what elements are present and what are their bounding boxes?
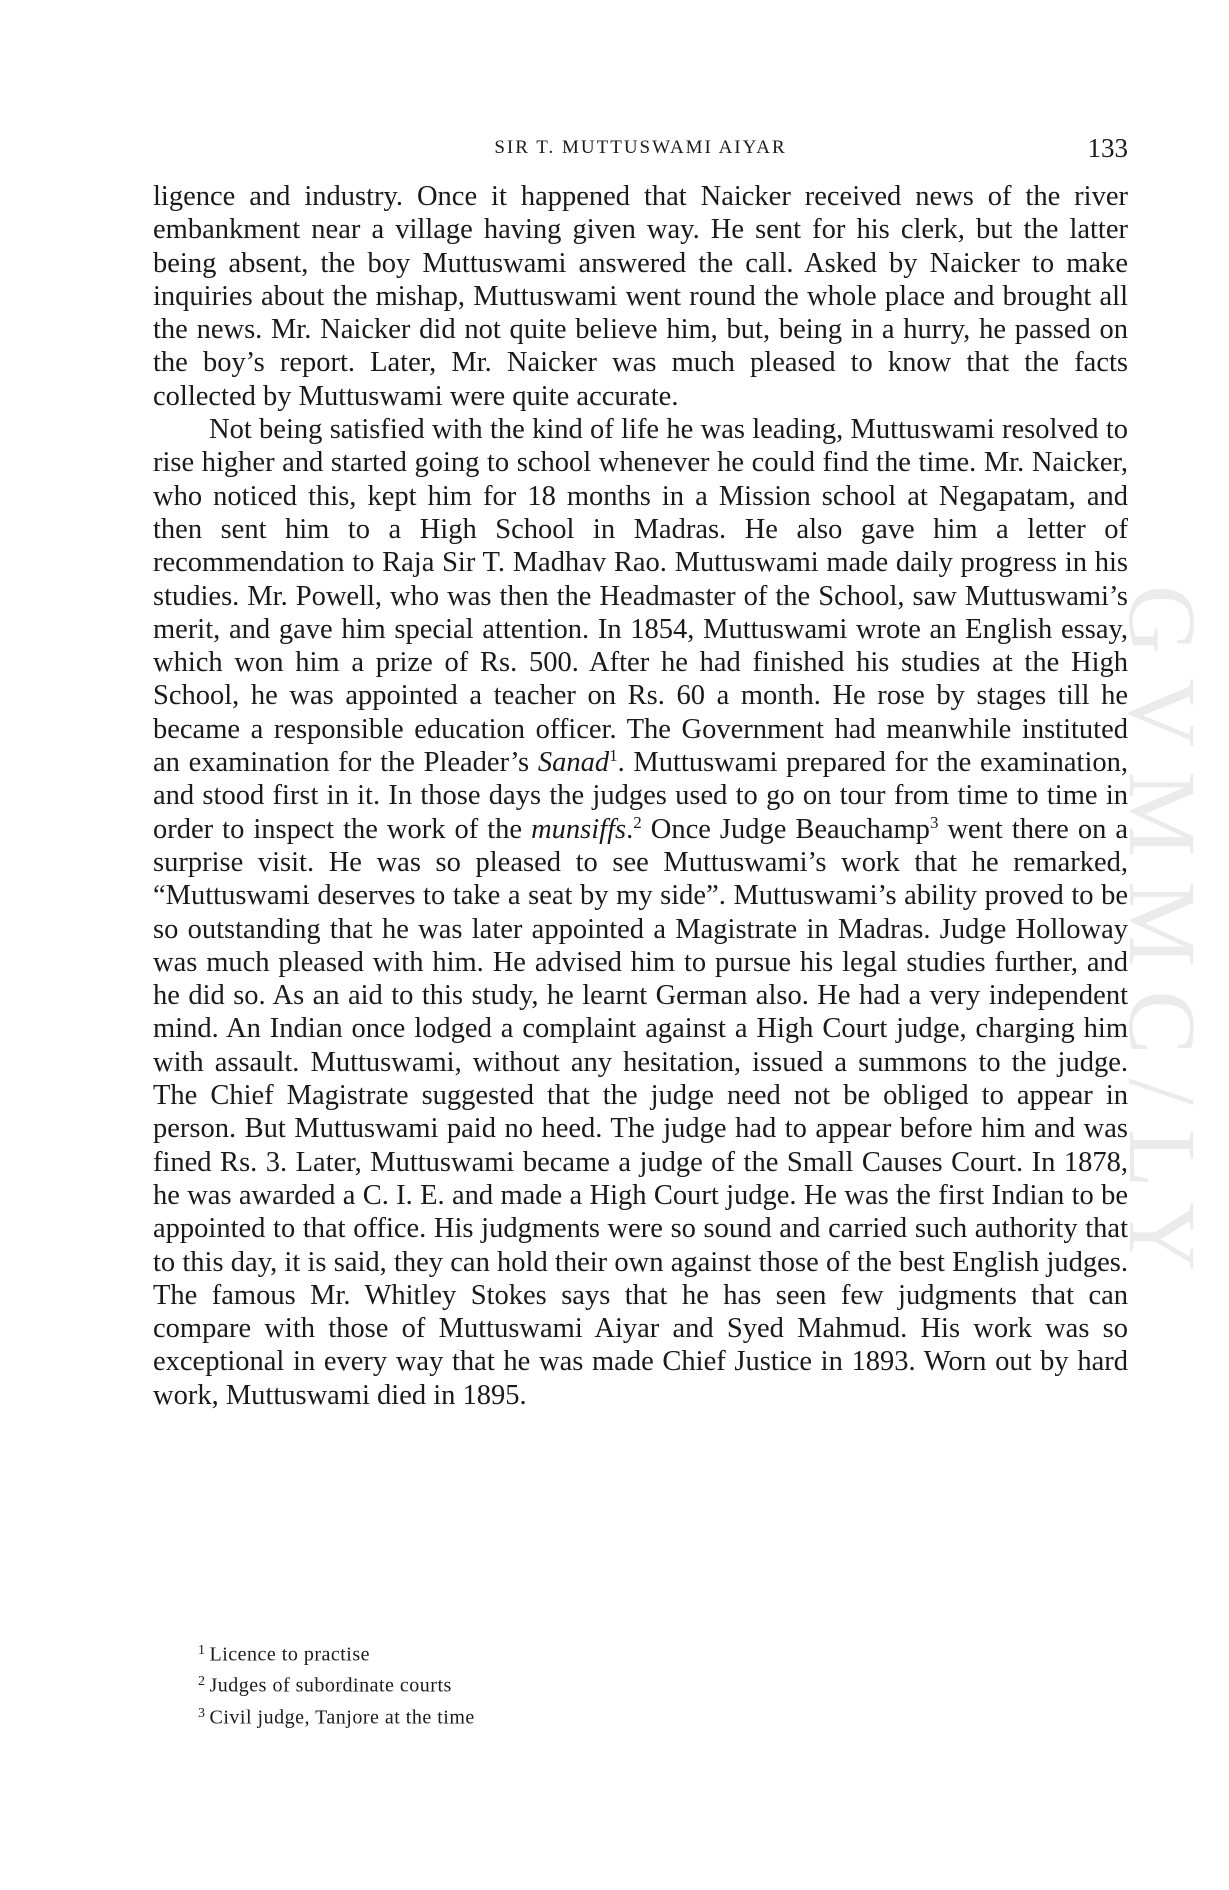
footnote-ref-3: 3: [929, 812, 939, 832]
footnote-ref-1: 1: [609, 745, 618, 765]
paragraph-2-text-d: Once Judge Beauchamp: [641, 813, 930, 845]
sanad-term: Sanad: [537, 747, 610, 779]
footnote-2: [198, 1668, 475, 1699]
footnote-1: [198, 1637, 475, 1668]
paragraph-2-text-c: .: [626, 813, 634, 845]
footnote-mark: 1: [198, 1643, 206, 1658]
footnote-text: Judges of subordinate courts: [209, 1674, 452, 1697]
footnote-text: Licence to practise: [209, 1643, 371, 1666]
footnote-ref-2: 2: [633, 812, 642, 832]
paragraph-2: [153, 413, 1128, 1412]
footnote-mark: 3: [198, 1705, 206, 1721]
footnotes: [198, 1637, 475, 1731]
footnote-3: [198, 1700, 475, 1731]
paragraph-2-text-b: . Muttuswami prepared for the examination, and stood first in it. In those days the judges used to go on tour from time to time in order to inspect the work of the: [153, 747, 1128, 845]
footnote-text: Civil judge, Tanjore at the time: [209, 1705, 475, 1728]
body-text: [153, 180, 1128, 1412]
library-watermark: [1109, 585, 1229, 1305]
munsiffs-term: munsiffs: [531, 813, 627, 845]
watermark-text: GVMMC/LY: [1109, 585, 1216, 1296]
paragraph-2-text-a: Not being satisfied with the kind of life he was leading, Muttuswami resolved to rise higher and started going to school whenever he could find the time. Mr. Naicker, who noticed this, kept him for 18 months in a Mission school at Negapatam, and then sent him to a High School in Madras. He also gave him a letter of recommendation to Raja Sir T. Madhav Rao. Muttuswami made daily progress in his studies. Mr. Powell, who was then the Headmaster of the School, saw Muttuswami’s merit, and gave him special attention. In 1854, Muttuswami wrote an English essay, which won him a prize of Rs. 500. After he had finished his studies at the High School, he was appointed a teacher on Rs. 60 a month. He rose by stages till he became a responsible education officer. The Government had meanwhile instituted an examination for the Pleader’s: [153, 414, 1128, 779]
running-header: [153, 133, 1128, 169]
page-number: 133: [1087, 133, 1128, 163]
running-title: SIR T. MUTTUSWAMI AIYAR: [494, 137, 787, 158]
footnote-mark: 2: [198, 1674, 206, 1690]
paragraph-1: ligence and industry. Once it happened that Naicker received news of the river embankment near a village having given way. He sent for his clerk, but the latter being absent, the boy Muttuswami answered the call. Asked by Naicker to make inquiries about the mishap, Muttuswami went round the whole place and brought all the news. Mr. Naicker did not quite believe him, but, being in a hurry, he passed on the boy’s report. Later, Mr. Naicker was much pleased to know that the facts collected by Muttuswami were quite accurate.: [153, 181, 1128, 412]
paragraph-2-text-e: went there on a surprise visit. He was so pleased to see Muttuswami’s work that he remarked, “Muttuswami deserves to take a seat by my side”. Muttuswami’s ability proved to be so outstanding that he was later appointed a Magistrate in Madras. Judge Holloway was much pleased with him. He advised him to pursue his legal studies further, and he did so. As an aid to this study, he learnt German also. He had a very independent mind. An Indian once lodged a complaint against a High Court judge, charging him with assault. Muttuswami, without any hesitation, issued a summons to the judge. The Chief Magistrate suggested that the judge need not be obliged to appear in person. But Muttuswami paid no heed. The judge had to appear before him and was fined Rs. 3. Later, Muttuswami became a judge of the Small Causes Court. In 1878, he was awarded a C. I. E. and made a High Court judge. He was the first Indian to be appointed to that office. His judgments were so sound and carried such authority that to this day, it is said, they can hold their own against those of the best English judges. The famous Mr. Whitley Stokes says that he has seen few judgments that can compare with those of Muttuswami Aiyar and Syed Mahmud. His work was so exceptional in every way that he was made Chief Justice in 1893. Worn out by hard work, Muttuswami died in 1895.: [153, 813, 1128, 1411]
